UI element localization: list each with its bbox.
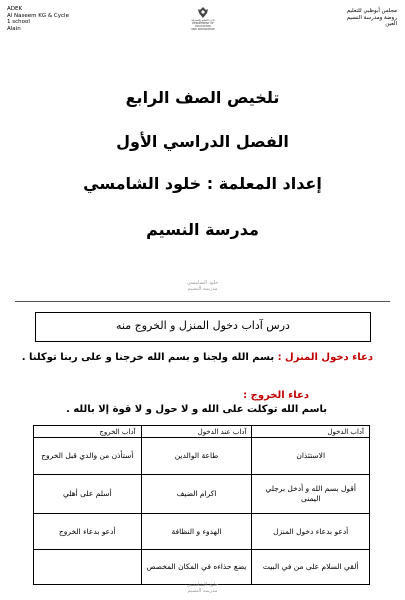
- cover-title-teacher: إعداد المعلمة : خلود الشامسي: [83, 174, 322, 193]
- adek-logo: [190, 6, 216, 31]
- header-left-line: 1 school: [7, 19, 30, 26]
- watermark-line: مدرسة النسيم: [187, 286, 218, 292]
- col-header-manners-on-entry: آداب عند الدخول: [141, 426, 252, 438]
- table-cell: الهدوء و النظافة: [141, 514, 252, 550]
- table-header-row: [34, 426, 370, 438]
- header-right-line: العين: [385, 21, 397, 28]
- table-cell: أستأذن من والدي قبل الخروج: [34, 438, 142, 475]
- table-row: [34, 550, 370, 585]
- logo-caption-line: DEPARTMENT OF EDUCATION: [192, 22, 214, 28]
- exit-dua-text: باسم الله توكلت على الله و لا حول و لا قوة إلا بالله .: [66, 404, 327, 415]
- table-row: [34, 514, 370, 550]
- exit-dua-label: دعاء الخروج :: [243, 390, 309, 401]
- header-left-line: ADEK: [7, 6, 23, 12]
- lesson-title: درس آداب دخول المنزل و الخروج منه: [116, 319, 290, 332]
- col-header-entry-manners: آداب الدخول: [252, 426, 370, 438]
- cover-title-school: مدرسة النسيم: [146, 220, 259, 239]
- header-right-org: [347, 8, 397, 28]
- table-row: [34, 438, 370, 475]
- table-cell: أقول بسم الله و أدخل برجلي اليمنى: [252, 475, 370, 514]
- enter-dua-label: دعاء دخول المنزل :: [277, 352, 373, 363]
- watermark-bottom: [0, 582, 405, 594]
- table-cell: أسلم على أهلي: [34, 475, 142, 514]
- watermark-top: [0, 280, 405, 292]
- header-right-line: مجلس أبوظبي للتعليم: [346, 8, 397, 14]
- page-divider: [15, 301, 390, 302]
- header-left-line: Al Naseem KG & Cycle: [7, 12, 69, 19]
- table-cell: طاعة الوالدين: [141, 438, 252, 475]
- header-right-line: روضة ومدرسة النسيم: [346, 14, 397, 21]
- header-left-line: Alain: [7, 25, 21, 32]
- table-cell: اكرام الضيف: [141, 475, 252, 514]
- watermark-line: خلود الشامسي: [186, 582, 219, 588]
- enter-dua-text: بسم الله ولجنا و بسم الله خرجنا و على ربنا توكلنا .: [21, 352, 278, 363]
- table-row: [34, 475, 370, 514]
- table-cell: أدعو بدعاء دخول المنزل: [252, 514, 370, 550]
- logo-caption-line: AND KNOWLEDGE: [191, 28, 215, 31]
- manners-table: [33, 425, 370, 585]
- table-cell: يضع حذاءه في المكان المخصص: [141, 550, 252, 585]
- watermark-line: خلود الشامسي: [186, 280, 219, 286]
- watermark-line: مدرسة النسيم: [187, 588, 218, 594]
- header-left-org: [7, 6, 69, 32]
- cover-title-semester: الفصل الدراسي الأول: [116, 132, 289, 151]
- table-cell: [34, 550, 142, 585]
- cover-title-grade: تلخيص الصف الرابع: [125, 88, 280, 107]
- logo-caption-line: دائرة التعليم والمعرفة: [191, 19, 215, 22]
- table-cell: أدعو بدعاء الخروج: [34, 514, 142, 550]
- table-cell: ألقي السلام على من في البيت: [252, 550, 370, 585]
- emblem-icon: [196, 6, 210, 19]
- col-header-exit-manners: آداب الخروج: [34, 426, 142, 438]
- enter-dua-line: [22, 351, 373, 364]
- table-cell: الاستئذان: [252, 438, 370, 475]
